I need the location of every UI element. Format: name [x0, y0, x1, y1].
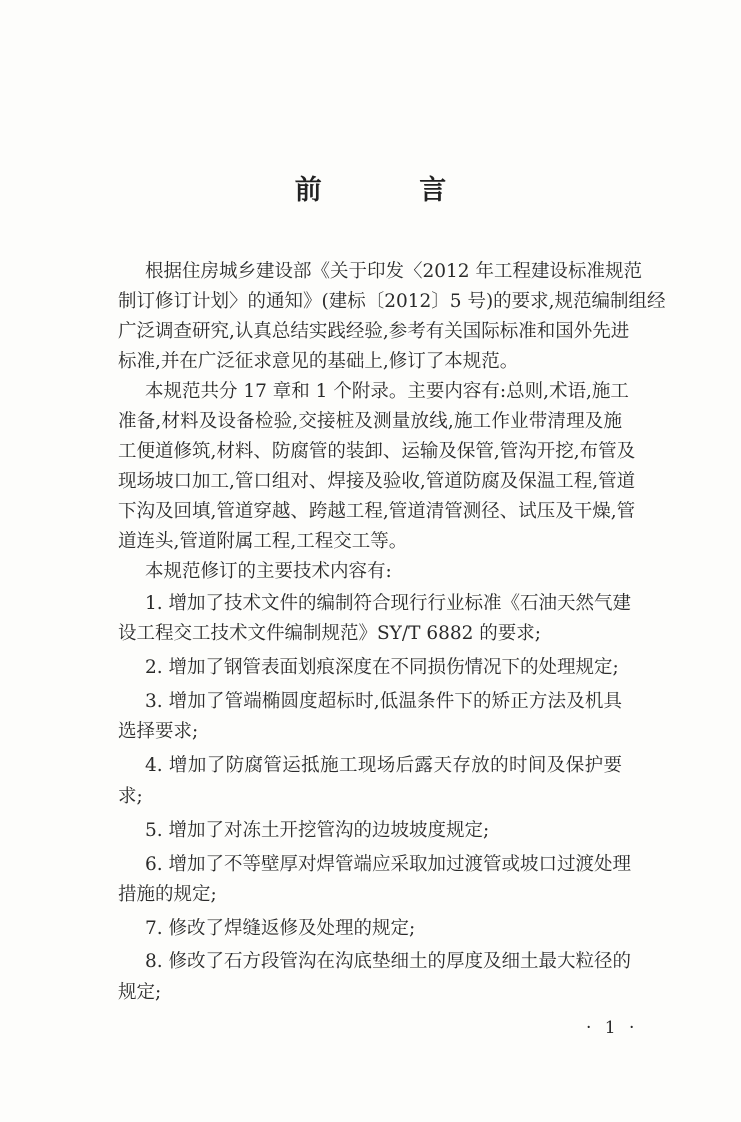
paragraph-line: 求; — [118, 786, 143, 807]
paragraph-line: 1. 增加了技术文件的编制符合现行行业标准《石油天然气建 — [145, 593, 632, 614]
paragraph-line: 3. 增加了管端椭圆度超标时,低温条件下的矫正方法及机具 — [145, 691, 622, 712]
paragraph-line: 现场坡口加工,管口组对、焊接及验收,管道防腐及保温工程,管道 — [118, 471, 636, 492]
paragraph-line: 4. 增加了防腐管运抵施工现场后露天存放的时间及保护要 — [145, 755, 622, 776]
paragraph-line: 6. 增加了不等壁厚对焊管端应采取加过渡管或坡口过渡处理 — [145, 854, 632, 875]
paragraph-line: 2. 增加了钢管表面划痕深度在不同损伤情况下的处理规定; — [145, 657, 619, 678]
paragraph-line: 7. 修改了焊缝返修及处理的规定; — [145, 918, 416, 939]
paragraph-line: 本规范修订的主要技术内容有: — [145, 561, 392, 582]
paragraph-line: 道连头,管道附属工程,工程交工等。 — [118, 531, 408, 552]
paragraph-line: 工便道修筑,材料、防腐管的装卸、运输及保管,管沟开挖,布管及 — [118, 441, 636, 462]
paragraph-line: 措施的规定; — [118, 884, 217, 905]
paragraph-line: 5. 增加了对冻土开挖管沟的边坡坡度规定; — [145, 820, 490, 841]
paragraph-line: 广泛调查研究,认真总结实践经验,参考有关国际标准和国外先进 — [118, 321, 630, 342]
paragraph-line: 下沟及回填,管道穿越、跨越工程,管道清管测径、试压及干燥,管 — [118, 501, 636, 522]
page-number: · 1 · — [586, 1018, 639, 1038]
paragraph-line: 制订修订计划〉的通知》(建标〔2012〕5 号)的要求,规范编制组经 — [118, 291, 666, 312]
paragraph-line: 设工程交工技术文件编制规范》SY/T 6882 的要求; — [118, 623, 542, 644]
paragraph-line: 8. 修改了石方段管沟在沟底垫细土的厚度及细土最大粒径的 — [145, 951, 632, 972]
paragraph-line: 标准,并在广泛征求意见的基础上,修订了本规范。 — [118, 351, 519, 372]
paragraph-line: 准备,材料及设备检验,交接桩及测量放线,施工作业带清理及施 — [118, 411, 622, 432]
paragraph-line: 选择要求; — [118, 721, 199, 742]
page-title: 前 言 — [294, 175, 491, 206]
paragraph-line: 根据住房城乡建设部《关于印发〈2012 年工程建设标准规范 — [145, 261, 642, 282]
paragraph-line: 本规范共分 17 章和 1 个附录。主要内容有:总则,术语,施工 — [145, 381, 629, 402]
paragraph-line: 规定; — [118, 982, 162, 1003]
